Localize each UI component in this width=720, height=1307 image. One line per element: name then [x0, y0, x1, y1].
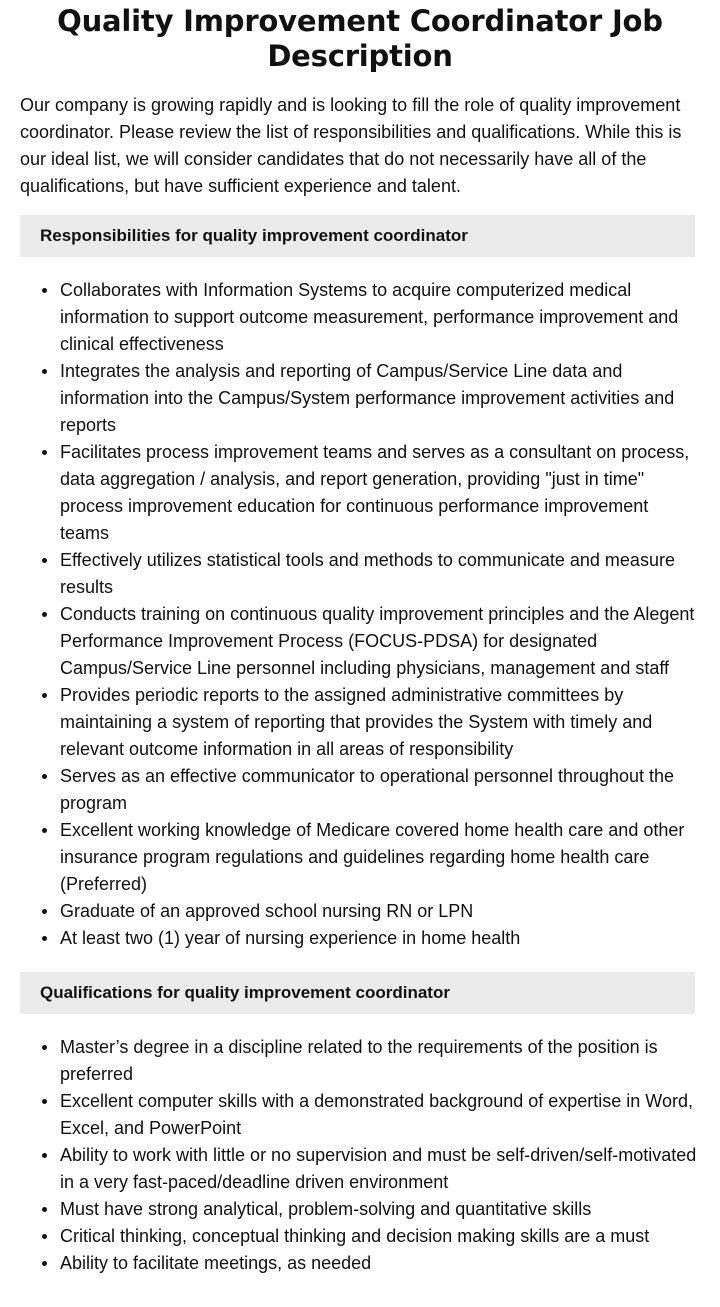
- list-item: Conducts training on continuous quality improvement principles and the Alegent Performance Improvement Process (FOCUS-PDSA) for designated Campus/Service Line personnel including physicians, management and staff: [20, 601, 700, 682]
- list-item: Must have strong analytical, problem-solving and quantitative skills: [20, 1196, 700, 1223]
- page-title: Quality Improvement Coordinator Job Description: [57, 4, 663, 73]
- qualifications-list: [20, 1034, 700, 1277]
- list-item: Excellent working knowledge of Medicare covered home health care and other insurance program regulations and guidelines regarding home health care (Preferred): [20, 817, 700, 898]
- list-item: Effectively utilizes statistical tools and methods to communicate and measure results: [20, 547, 700, 601]
- qualifications-heading: Qualifications for quality improvement coordinator: [20, 972, 695, 1014]
- list-item: Critical thinking, conceptual thinking and decision making skills are a must: [20, 1223, 700, 1250]
- responsibilities-list: [20, 277, 700, 952]
- list-item: At least two (1) year of nursing experience in home health: [20, 925, 700, 952]
- list-item: Provides periodic reports to the assigned administrative committees by maintaining a system of reporting that provides the System with timely and relevant outcome information in all areas of responsibility: [20, 682, 700, 763]
- list-item: Ability to facilitate meetings, as needed: [20, 1250, 700, 1277]
- list-item: Excellent computer skills with a demonstrated background of expertise in Word, Excel, and PowerPoint: [20, 1088, 700, 1142]
- list-item: Serves as an effective communicator to operational personnel throughout the program: [20, 763, 700, 817]
- list-item: Graduate of an approved school nursing RN or LPN: [20, 898, 700, 925]
- list-item: Integrates the analysis and reporting of Campus/Service Line data and information into the Campus/System performance improvement activities and reports: [20, 358, 700, 439]
- list-item: Collaborates with Information Systems to acquire computerized medical information to support outcome measurement, performance improvement and clinical effectiveness: [20, 277, 700, 358]
- list-item: Ability to work with little or no supervision and must be self-driven/self-motivated in a very fast-paced/deadline driven environment: [20, 1142, 700, 1196]
- responsibilities-heading: Responsibilities for quality improvement coordinator: [20, 215, 695, 257]
- list-item: Master’s degree in a discipline related to the requirements of the position is preferred: [20, 1034, 700, 1088]
- intro-paragraph: Our company is growing rapidly and is looking to fill the role of quality improvement coordinator. Please review the list of responsibilities and qualifications. While this is our ideal list, we will consider candidates that do not necessarily have all of the qualifications, but have sufficient experience and talent.: [20, 95, 682, 196]
- list-item: Facilitates process improvement teams and serves as a consultant on process, data aggregation / analysis, and report generation, providing "just in time" process improvement education for continuous performance improvement teams: [20, 439, 700, 547]
